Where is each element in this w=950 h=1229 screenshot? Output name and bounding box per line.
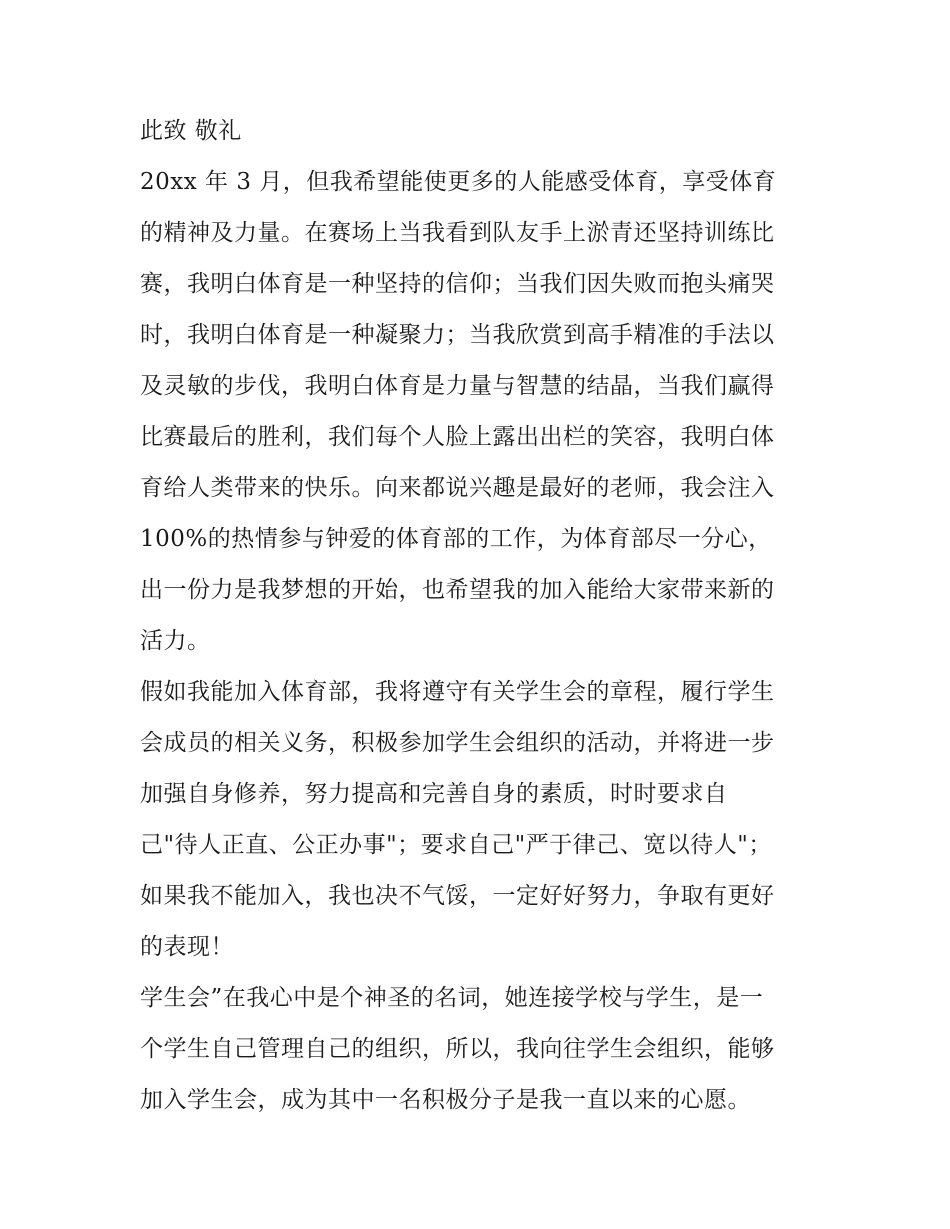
text-line: 假如我能加入体育部，我将遵守有关学生会的章程，履行学生 [140,679,775,705]
document-body [140,114,830,1134]
text-line: 加入学生会，成为其中一名积极分子是我一直以来的心愿。 [140,1087,751,1113]
text-line: 加强自身修养，努力提高和完善自身的素质，时时要求自 [140,781,728,807]
text-line: 会成员的相关义务，积极参加学生会组织的活动，并将进一步 [140,730,775,756]
text-line: 如果我不能加入，我也决不气馁，一定好好努力，争取有更好 [140,883,775,909]
text-line: 出一份力是我梦想的开始，也希望我的加入能给大家带来新的 [140,577,775,603]
text-line: 20xx 年 3 月，但我希望能使更多的人能感受体育，享受体育 [140,169,777,195]
text-line: 赛，我明白体育是一种坚持的信仰；当我们因失败而抱头痛哭 [140,271,775,297]
text-line: 及灵敏的步伐，我明白体育是力量与智慧的结晶，当我们赢得 [140,373,775,399]
text-line: 活力。 [140,628,211,654]
text-line: 育给人类带来的快乐。向来都说兴趣是最好的老师，我会注入 [140,475,775,501]
text-line: 此致 敬礼 [140,118,242,144]
text-line: 时，我明白体育是一种凝聚力；当我欣赏到高手精准的手法以 [140,322,775,348]
text-line: 的表现！ [140,934,234,960]
text-line: 己"待人正直、公正办事"；要求自己"严于律己、宽以待人"； [140,832,772,858]
text-line: 的精神及力量。在赛场上当我看到队友手上淤青还坚持训练比 [140,220,775,246]
text-line: 个学生自己管理自己的组织，所以，我向往学生会组织，能够 [140,1036,775,1062]
text-line: 100%的热情参与钟爱的体育部的工作，为体育部尽一分心， [140,526,772,552]
text-line: 比赛最后的胜利，我们每个人脸上露出出栏的笑容，我明白体 [140,424,775,450]
text-line: 学生会”在我心中是个神圣的名词，她连接学校与学生，是一 [140,985,764,1011]
